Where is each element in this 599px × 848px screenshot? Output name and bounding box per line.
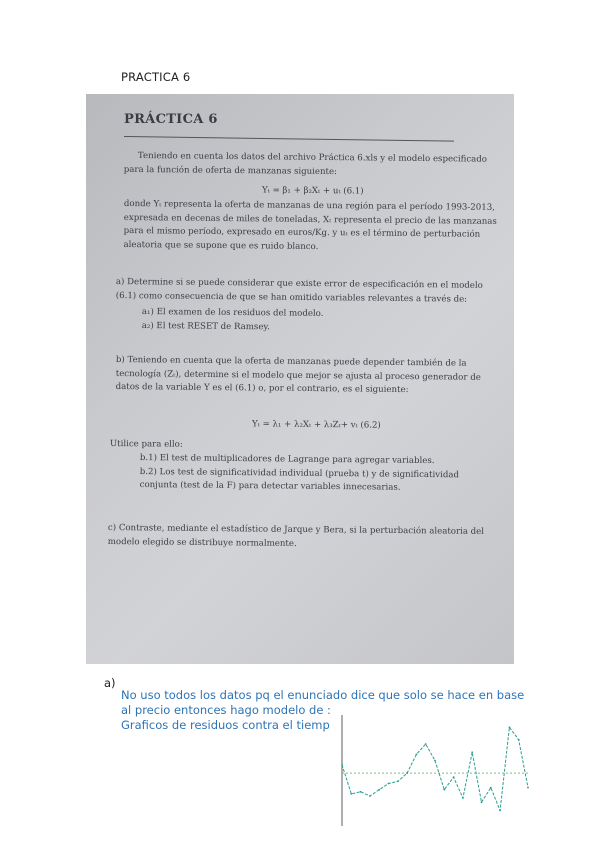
- residual-point: [443, 789, 445, 791]
- residual-point: [350, 793, 352, 795]
- residual-point: [397, 781, 399, 783]
- residuals-chart: [318, 705, 536, 830]
- intro-text: Teniendo en cuenta los datos del archivo Práctica 6.xls y el modelo especificado para la función de oferta de manzanas siguiente:: [123, 150, 488, 177]
- exercise-sheet: [94, 98, 506, 660]
- residual-point: [471, 751, 473, 753]
- residual-point: [416, 754, 418, 756]
- residual-point: [453, 776, 455, 778]
- page-title: PRACTICA 6: [121, 70, 191, 84]
- part-c-text: c) Contraste, mediante el estadístico de Jarque y Bera, si la perturbación aleatoria del modelo elegido se distribuye normalmente.: [107, 522, 485, 549]
- answer-line: No uso todos los datos pq el enunciado dice que solo se hace en base: [121, 688, 525, 702]
- residual-point: [406, 772, 408, 774]
- residual-point: [378, 789, 380, 791]
- residual-point: [518, 739, 520, 741]
- residuals-chart-svg: [318, 705, 536, 830]
- section-a-label: a): [104, 676, 116, 690]
- sheet-title: PRÁCTICA 6: [124, 112, 218, 127]
- utilice-text: Utilice para ello:: [109, 438, 183, 450]
- title-rule: [124, 136, 454, 142]
- part-b-items: b.1) El test de multiplicadores de Lagrange para agregar variables. b.2) Los test de significatividad individual (prueba t) y de significatividad conjunta (test de la F) para detectar variables innecesarias.: [139, 452, 460, 493]
- residual-point: [388, 783, 390, 785]
- exercise-photo: [86, 94, 514, 664]
- residual-point: [509, 726, 511, 728]
- part-a-text: a) Determine si se puede considerar que existe error de especificación en el modelo (6.1) como consecuencia de que se han omitido variables relevantes a través de:: [115, 276, 483, 305]
- part-a-items: a₁) El examen de los residuos del modelo. a₂) El test RESET de Ramsey.: [141, 306, 324, 332]
- residual-point: [527, 787, 529, 789]
- residual-point: [360, 791, 362, 793]
- equation-6-2: Yₜ = λ₁ + λ₂Xₜ + λ₃Zₜ+ vₜ (6.2): [251, 419, 381, 431]
- equation-6-1: Yₜ = β₁ + β₂Xₜ + uₜ (6.1): [261, 185, 364, 197]
- answer-line: Graficos de residuos contra el tiemp: [121, 718, 330, 732]
- residual-point: [434, 760, 436, 762]
- residual-point: [462, 797, 464, 799]
- part-b-text: b) Teniendo en cuenta que la oferta de manzanas puede depender también de la tecnología (Zₜ), determine si el modelo que mejor se ajusta al proceso generador de datos de la variable Y es el (6.1) o, por el contrario, es el siguiente:: [115, 354, 481, 396]
- residual-point: [481, 801, 483, 803]
- definition-text: donde Yₜ representa la oferta de manzanas de una región para el período 1993-2013, expresada en decenas de miles de toneladas, Xₜ representa el precio de las manzanas para el mismo período, expresado en euros/Kg. y uₜ es el término de perturbación aleatoria que se supone que es ruido blanco.: [123, 198, 497, 252]
- residual-point: [341, 764, 343, 766]
- answer-line: al precio entonces hago modelo de :: [121, 703, 331, 717]
- residual-point: [369, 795, 371, 797]
- residual-series-line: [342, 727, 528, 810]
- residual-point: [490, 787, 492, 789]
- residual-point: [425, 743, 427, 745]
- residual-point: [499, 810, 501, 812]
